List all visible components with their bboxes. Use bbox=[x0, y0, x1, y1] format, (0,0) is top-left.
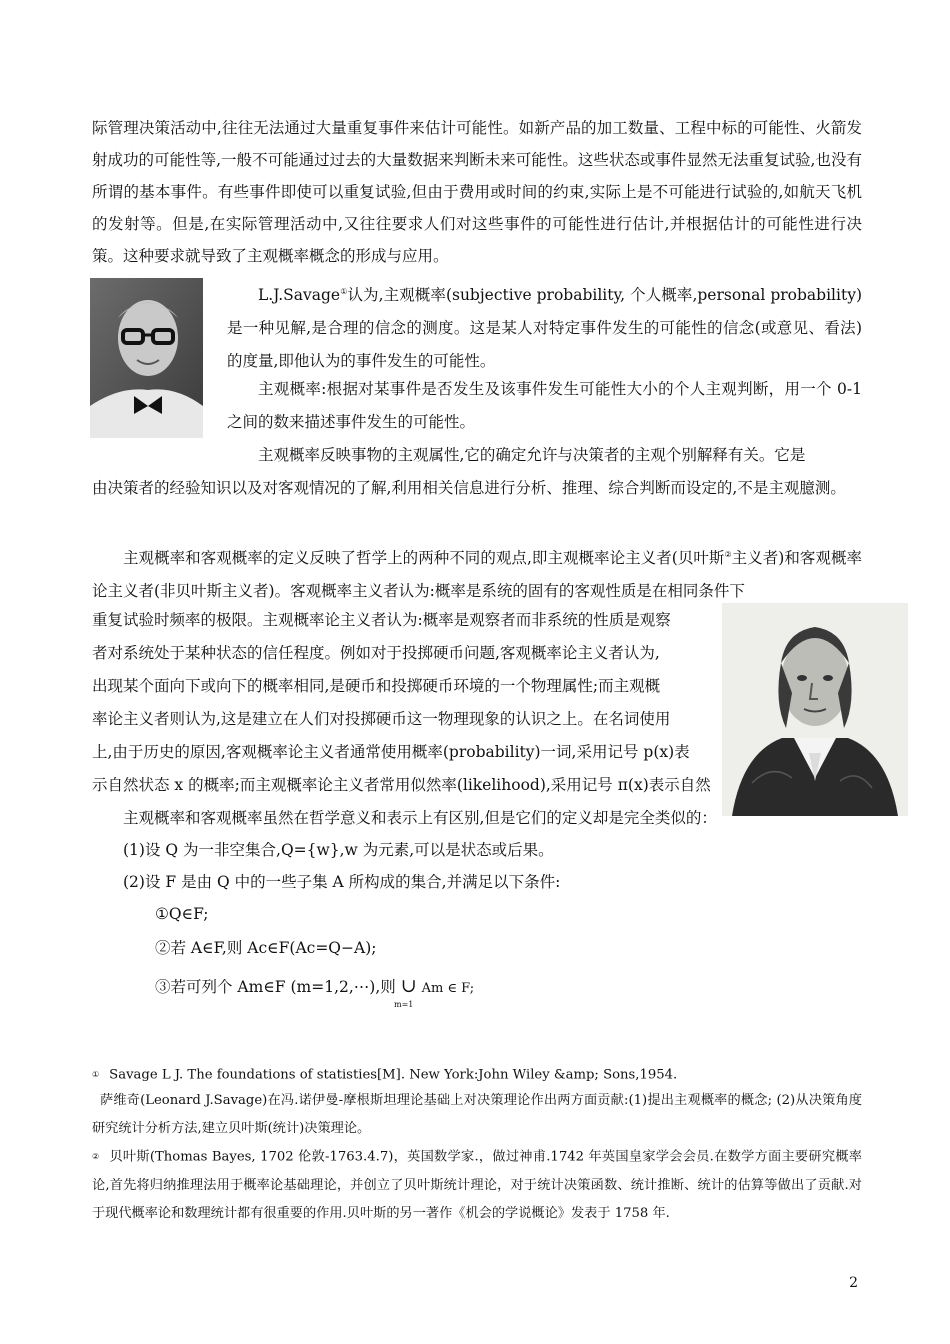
condition-3 bbox=[155, 970, 474, 1005]
paragraph-savage bbox=[227, 275, 862, 378]
union-subscript: m=1 bbox=[394, 1000, 414, 1009]
footnote-2-text: 贝叶斯(Thomas Bayes, 1702 伦敦-1763.4.7)，英国数学家.，做过神甫.1742 年英国皇家学会会员.在数学方面主要研究概率论,首先将归纳推理法用于概率论基础理论，并创立了贝叶斯统计理论，对于统计决策函数、统计推断、统计的估算等做出了贡献.对于现代概率论和数理统计都有很重要的作用.贝叶斯的另一著作《机会的学说概论》发表于 1758 年. bbox=[92, 1149, 862, 1221]
footnote-2 bbox=[92, 1143, 862, 1228]
condition-1: ①Q∈F; bbox=[155, 905, 209, 923]
philosophy-line: 率论主义者则认为,这是建立在人们对投掷硬币这一物理现象的认识之上。在名词使用 bbox=[92, 710, 671, 728]
condition-2: ②若 A∈F,则 Ac∈F(Ac=Q−A); bbox=[155, 939, 377, 957]
union-term: Am ∈ F; bbox=[421, 981, 475, 996]
philosophy-line: 出现某个面向下或向下的概率相同,是硬币和投掷硬币环境的一个物理属性;而主观概 bbox=[92, 677, 661, 695]
footnote-1 bbox=[92, 1061, 862, 1090]
footnote-ref-1: ① bbox=[340, 287, 348, 296]
philosophy-wrapped-lines bbox=[92, 604, 732, 802]
footnote-2-marker: ② bbox=[92, 1152, 100, 1161]
definition-item-1: (1)设 Q 为一非空集合,Q={w},w 为元素,可以是状态或后果。 bbox=[123, 841, 554, 859]
paragraph-intro: 际管理决策活动中,往往无法通过大量重复事件来估计可能性。如新产品的加工数量、工程中标的可能性、火箭发射成功的可能性等,一般不可能通过过去的大量数据来判断未来可能性。这些状态或事件显然无法重复试验,也没有所谓的基本事件。有些事件即使可以重复试验,但由于费用或时间的约束,实际上是不可能进行试验的,如航天飞机的发射等。但是,在实际管理活动中,又往往要求人们对这些事件的可能性进行估计,并根据估计的可能性进行决策。这种要求就导致了主观概率概念的形成与应用。 bbox=[92, 119, 862, 265]
savage-portrait bbox=[90, 278, 203, 438]
philosophy-text-b: 主义者)和客观概率论主义者(非贝叶斯主义者)。客观概率主义者认为:概率是系统的固有的客观性质是在相同条件下 bbox=[92, 549, 862, 601]
page-number: 2 bbox=[849, 1275, 858, 1291]
savage-name: L.J.Savage bbox=[258, 286, 341, 305]
bayes-portrait bbox=[722, 603, 908, 816]
philosophy-line: 上,由于历史的原因,客观概率论主义者通常使用概率(probability)一词,采用记号 p(x)表 bbox=[92, 743, 690, 761]
footnote-1-marker: ① bbox=[92, 1070, 100, 1079]
philosophy-text-a: 主观概率和客观概率的定义反映了哲学上的两种不同的观点,即主观概率论主义者(贝叶斯 bbox=[123, 549, 725, 568]
union-symbol: ∪ bbox=[400, 975, 417, 997]
philosophy-line: 示自然状态 x 的概率;而主观概率论主义者常用似然率(likelihood),采用记号 π(x)表示自然 bbox=[92, 776, 711, 794]
footnote-ref-2: ② bbox=[724, 550, 732, 559]
savage-definition: 认为,主观概率(subjective probability, 个人概率,personal probability) 是一种见解,是合理的信念的测度。这是某人对特定事件发生的可能性的信念(或意见、看法)的度量,即他认为的事件发生的可能性。 bbox=[227, 286, 863, 371]
paragraph-subjective-property-b: 由决策者的经验知识以及对客观情况的了解,利用相关信息进行分析、推理、综合判断而设定的,不是主观臆测。 bbox=[92, 479, 846, 497]
footnote-1-citation: Savage L J. The foundations of statisties[M]. New York:John Wiley &amp; Sons,1954. bbox=[109, 1067, 678, 1083]
paragraph-subjective-property-a: 主观概率反映事物的主观属性,它的确定允许与决策者的主观个别解释有关。它是 bbox=[258, 446, 806, 464]
philosophy-line: 重复试验时频率的极限。主观概率论主义者认为:概率是观察者而非系统的性质是观察 bbox=[92, 611, 671, 629]
definition-item-2: (2)设 F 是由 Q 中的一些子集 A 所构成的集合,并满足以下条件: bbox=[123, 873, 561, 891]
footnote-1-note: 萨维奇(Leonard J.Savage)在冯.诺伊曼-摩根斯坦理论基础上对决策理论作出两方面贡献:(1)提出主观概率的概念; (2)从决策角度研究统计分析方法,建立贝叶斯(统计)决策理论。 bbox=[92, 1093, 862, 1136]
paragraph-definition-intro: 主观概率和客观概率虽然在哲学意义和表示上有区别,但是它们的定义却是完全类似的： bbox=[123, 809, 717, 827]
philosophy-line: 者对系统处于某种状态的信任程度。例如对于投掷硬币问题,客观概率论主义者认为, bbox=[92, 644, 660, 662]
paragraph-philosophy bbox=[92, 538, 862, 608]
condition-3-text: ③若可列个 Am∈F (m=1,2,⋯),则 bbox=[155, 978, 396, 996]
paragraph-subjective-definition: 主观概率:根据对某事件是否发生及该事件发生可能性大小的个人主观判断，用一个 0-1 之间的数来描述事件发生的可能性。 bbox=[227, 380, 862, 431]
